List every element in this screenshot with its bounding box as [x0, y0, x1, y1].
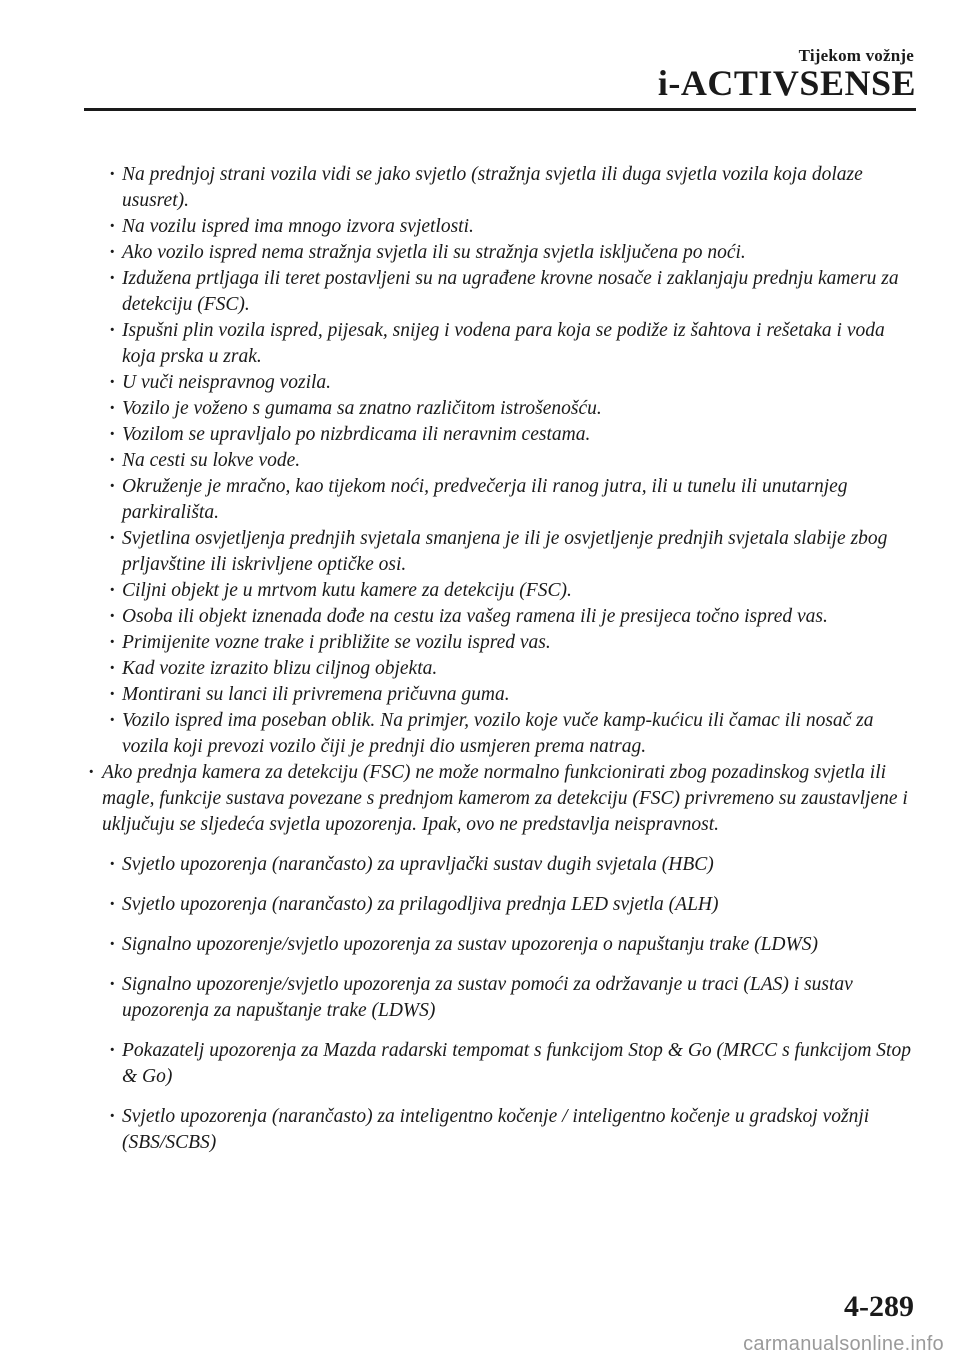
list-item: · Osoba ili objekt iznenada dođe na cestu iza vašeg ramena ili je presijeca točno ispred vas.: [84, 604, 916, 630]
page-content: [84, 162, 916, 1156]
list-item: · Svjetlo upozorenja (narančasto) za inteligentno kočenje / inteligentno kočenje u gradskoj vožnji (SBS/SCBS): [84, 1104, 916, 1156]
list-item: · Okruženje je mračno, kao tijekom noći, predvečerja ili ranog jutra, ili u tunelu ili unutarnjeg parkirališta.: [84, 474, 916, 526]
list-item: · Vozilom se upravljalo po nizbrdicama ili neravnim cestama.: [84, 422, 916, 448]
list-item: · Signalno upozorenje/svjetlo upozorenja za sustav pomoći za održavanje u traci (LAS) i sustav upozorenja za napuštanje trake (LDWS): [84, 972, 916, 1024]
list-item: · Primijenite vozne trake i približite se vozilu ispred vas.: [84, 630, 916, 656]
section-label: Tijekom vožnje: [798, 46, 914, 65]
list-item: · Kad vozite izrazito blizu ciljnog objekta.: [84, 656, 916, 682]
list-item: · Svjetlo upozorenja (narančasto) za prilagodljiva prednja LED svjetla (ALH): [84, 892, 916, 918]
list-item: · Signalno upozorenje/svjetlo upozorenja za sustav upozorenja o napuštanju trake (LDWS): [84, 932, 916, 958]
page-number: 4-289: [844, 1290, 914, 1323]
watermark: carmanualsonline.info: [743, 1333, 944, 1355]
list-item: · Na cesti su lokve vode.: [84, 448, 916, 474]
list-item: · Montirani su lanci ili privremena pričuvna guma.: [84, 682, 916, 708]
warning-light-list: [84, 852, 916, 1156]
list-item: · Ispušni plin vozila ispred, pijesak, snijeg i vodena para koja se podiže iz šahtova i rešetaka i voda koja prska u zrak.: [84, 318, 916, 370]
list-item: · Ciljni objekt je u mrtvom kutu kamere za detekciju (FSC).: [84, 578, 916, 604]
list-item: · Vozilo je voženo s gumama sa znatno različitom istrošenošću.: [84, 396, 916, 422]
list-item: · Svjetlina osvjetljenja prednjih svjetala smanjena je ili je osvjetljenje prednjih svjetala slabije zbog prljavštine ili iskrivljene optičke osi.: [84, 526, 916, 578]
list-item: · Izdužena prtljaga ili teret postavljeni su na ugrađene krovne nosače i zaklanjaju prednju kameru za detekciju (FSC).: [84, 266, 916, 318]
list-item: · Ako vozilo ispred nema stražnja svjetla ili su stražnja svjetla isključena po noći.: [84, 240, 916, 266]
condition-list: [84, 162, 916, 760]
list-item: · U vuči neispravnog vozila.: [84, 370, 916, 396]
header-divider: [84, 108, 916, 111]
list-item: · Svjetlo upozorenja (narančasto) za upravljački sustav dugih svjetala (HBC): [84, 852, 916, 878]
list-item: · Pokazatelj upozorenja za Mazda radarski tempomat s funkcijom Stop & Go (MRCC s funkcijom Stop & Go): [84, 1038, 916, 1090]
list-item: · Na prednjoj strani vozila vidi se jako svjetlo (stražnja svjetla ili duga svjetla vozila koja dolaze ususret).: [84, 162, 916, 214]
list-item: · Na vozilu ispred ima mnogo izvora svjetlosti.: [84, 214, 916, 240]
list-item: · Vozilo ispred ima poseban oblik. Na primjer, vozilo koje vuče kamp-kućicu ili čamac ili nosač za vozila koji prevozi vozilo čiji je prednji dio usmjeren prema natrag.: [84, 708, 916, 760]
page-title: i-ACTIVSENSE: [657, 63, 916, 103]
main-bullet: · Ako prednja kamera za detekciju (FSC) ne može normalno funkcionirati zbog pozadinskog svjetla ili magle, funkcije sustava povezane s prednjom kamerom za detekciju (FSC) privremeno su zaustavljene i uključuju se sljedeća svjetla upozorenja. Ipak, ovo ne predstavlja neispravnost.: [84, 760, 916, 838]
